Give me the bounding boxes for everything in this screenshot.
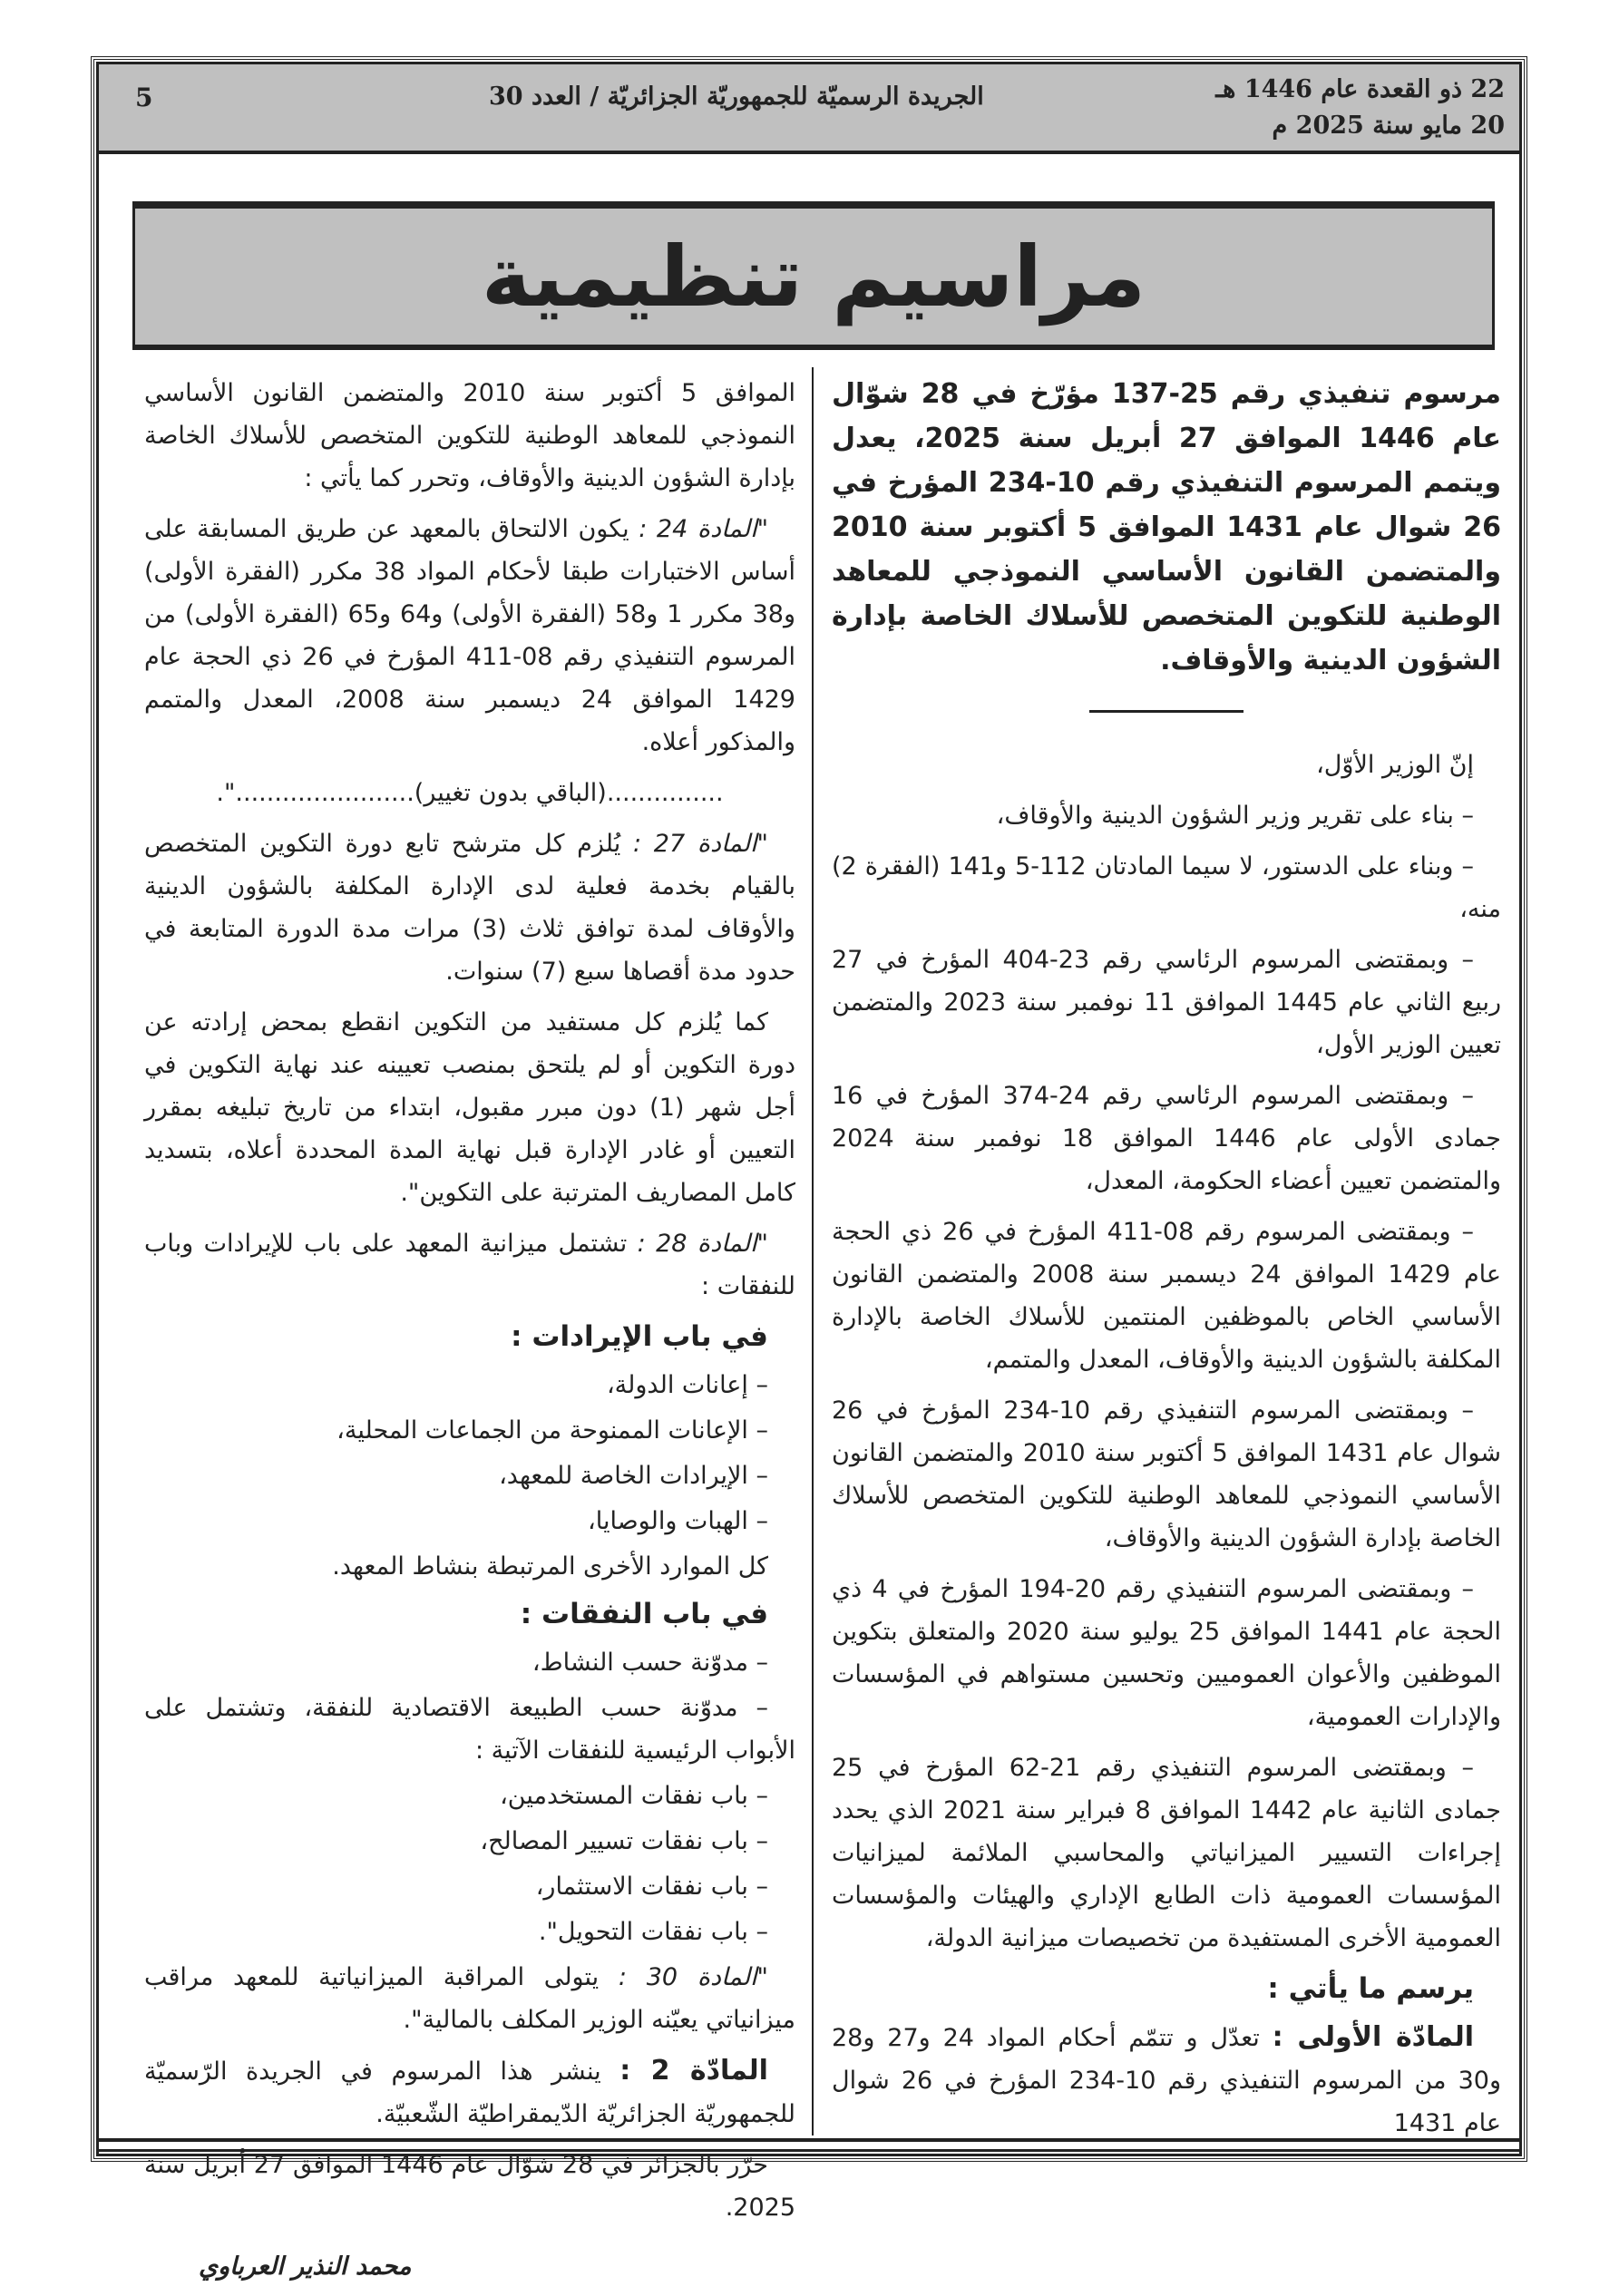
decree-title	[832, 372, 1501, 683]
article-28-text: تشتمل ميزانية المعهد على باب للإيرادات وباب للنفقات :	[144, 1230, 795, 1300]
unchanged-note: ...............(الباقي بدون تغيير).......................".	[216, 779, 724, 807]
revenue-heading: في باب الإيرادات :	[511, 1320, 768, 1353]
revenue-item: – الإيرادات الخاصة للمعهد،	[499, 1462, 768, 1490]
opening: إنّ الوزير الأوّل،	[1316, 751, 1474, 779]
revenue-item: – إعانات الدولة،	[606, 1371, 768, 1399]
visa: – بناء على تقرير وزير الشؤون الدينية والأوقاف،	[996, 802, 1474, 830]
hijri-date: 22 ذو القعدة عام 1446 هـ	[1215, 75, 1505, 103]
done-at: حرّر بالجزائر في 28 شوّال عام 1446 الموافق 27 أبريل سنة 2025.	[144, 2151, 795, 2222]
right-column	[832, 372, 1501, 2153]
article-27-text: يُلزم كل مترشح تابع دورة التكوين المتخصص بالقيام بخدمة فعلية لدى الإدارة المكلفة بالشؤون الدينية والأوقاف لمدة توافق ثلاث (3) مرات مدة الدورة المتابعة في حدود مدة أقصاها سبع (7) سنوات.	[144, 830, 795, 986]
header-dates	[1215, 72, 1505, 144]
visa: – وبمقتضى المرسوم التنفيذي رقم 10-234 المؤرخ في 26 شوال عام 1431 الموافق 5 أكتوبر سنة 2010 والمتضمن القانون الأساسي النموذجي للمعاهد الوطنية للتكوين المتخصص للأسلاك الخاصة بإدارة الشؤون الدينية والأوقاف،	[832, 1396, 1501, 1552]
publication-title: الجريدة الرسميّة للجمهوريّة الجزائريّة / العدد 30	[489, 83, 984, 111]
article-1-label: المادّة الأولى :	[1272, 2021, 1475, 2053]
expense-item: – باب نفقات التحويل".	[538, 1918, 768, 1946]
visa: – وبمقتضى المرسوم الرئاسي رقم 23-404 المؤرخ في 27 ربيع الثاني عام 1445 الموافق 11 نوفمبر سنة 2023 والمتضمن تعيين الوزير الأول،	[832, 946, 1501, 1059]
article-30-text: يتولى المراقبة الميزانياتية للمعهد مراقب ميزانياتي يعيّنه الوزير المكلف بالمالية".	[144, 1963, 795, 2034]
article-27	[144, 822, 795, 993]
decrees-heading: يرسم ما يأتي :	[1267, 1972, 1474, 2005]
page-number: 5	[135, 83, 153, 112]
article-2-text: ينشر هذا المرسوم في الجريدة الرّسميّة للجمهوريّة الجزائريّة الدّيمقراطيّة الشّعبيّة.	[144, 2058, 795, 2128]
title-separator	[1089, 710, 1244, 713]
revenue-item: كل الموارد الأخرى المرتبطة بنشاط المعهد.	[332, 1552, 768, 1581]
article-27-para2: كما يُلزم كل مستفيد من التكوين انقطع بمحض إرادته عن دورة التكوين أو لم يلتحق بمنصب تعيينه عند نهاية التكوين في أجل شهر (1) دون مبرر مقبول، ابتداء من تاريخ تبليغه بمقرر التعيين أو غادر الإدارة قبل نهاية المدة المحددة أعلاه، بتسديد كامل المصاريف المترتبة على التكوين".	[144, 1008, 795, 1207]
revenue-item: – الإعانات الممنوحة من الجماعات المحلية،	[336, 1416, 768, 1445]
decree-title-text: مرسوم تنفيذي رقم 25-137 مؤرّخ في 28 شوّال عام 1446 الموافق 27 أبريل سنة 2025، يعدل ويتمم المرسوم التنفيذي رقم 10-234 المؤرخ في 26 شوال عام 1431 الموافق 5 أكتوبر سنة 2010 والمتضمن القانون الأساسي النموذجي للمعاهد الوطنية للتكوين المتخصص للأسلاك الخاصة بإدارة الشؤون الدينية والأوقاف.	[832, 378, 1502, 676]
visa: – وبمقتضى المرسوم الرئاسي رقم 24-374 المؤرخ في 16 جمادى الأولى عام 1446 الموافق 18 نوفمبر سنة 2024 والمتضمن تعيين أعضاء الحكومة، المعدل،	[832, 1082, 1501, 1195]
visa: – وبمقتضى المرسوم رقم 08-411 المؤرخ في 26 ذي الحجة عام 1429 الموافق 24 ديسمبر سنة 2008 والمتضمن القانون الأساسي الخاص بالموظفين المنتمين للأسلاك الخاصة بالإدارة المكلفة بالشؤون الدينية والأوقاف، المعدل والمتمم،	[832, 1218, 1501, 1374]
article-24	[144, 508, 795, 764]
expense-item: – باب نفقات المستخدمين،	[500, 1782, 768, 1810]
article-24-label: "المادة 24 :	[639, 515, 768, 543]
article-28	[144, 1222, 795, 1308]
article-1-text: تعدّل و تتمّم أحكام المواد 24 و27 و28 و30 من المرسوم التنفيذي رقم 10-234 المؤرخ في 26 شوال عام 1431	[832, 2024, 1502, 2137]
section-title-box	[132, 201, 1495, 350]
revenue-item: – الهبات والوصايا،	[588, 1507, 768, 1535]
signatory: محمد النذير العرباوي	[199, 2252, 412, 2281]
visa: – وبمقتضى المرسوم التنفيذي رقم 20-194 المؤرخ في 4 ذي الحجة عام 1441 الموافق 25 يوليو سنة 2020 والمتعلق بتكوين الموظفين والأعوان العموميين وتحسين مستواهم في المؤسسات والإدارات العمومية،	[832, 1575, 1501, 1731]
article-30	[144, 1956, 795, 2041]
article-2	[144, 2049, 795, 2135]
section-title: مراسيم تنظيمية	[481, 228, 1146, 326]
visa: – وبناء على الدستور، لا سيما المادتان 112-5 و141 (الفقرة 2) منه،	[832, 852, 1501, 923]
expense-heading: في باب النفقات :	[520, 1598, 768, 1630]
expense-item: – مدوّنة حسب الطبيعة الاقتصادية للنفقة، وتشتمل على الأبواب الرئيسية للنفقات الآتية :	[144, 1694, 795, 1765]
left-column	[144, 372, 795, 2296]
article-24-text: يكون الالتحاق بالمعهد عن طريق المسابقة على أساس الاختبارات طبقا لأحكام المواد 38 مكرر (الفقرة الأولى) و38 مكرر 1 و58 (الفقرة الأولى) و64 و65 (الفقرة الأولى) من المرسوم التنفيذي رقم 08-411 المؤرخ في 26 ذي الحجة عام 1429 الموافق 24 ديسمبر سنة 2008، المعدل والمتمم والمذكور أعلاه.	[144, 515, 795, 756]
expense-item: – مدوّنة حسب النشاط،	[532, 1649, 768, 1677]
continuation: الموافق 5 أكتوبر سنة 2010 والمتضمن القانون الأساسي النموذجي للمعاهد الوطنية للتكوين المتخصص للأسلاك الخاصة بإدارة الشؤون الدينية والأوقاف، وتحرر كما يأتي :	[144, 379, 795, 492]
gazette-header	[99, 64, 1519, 154]
article-2-label: المادّة 2 :	[619, 2055, 768, 2087]
gregorian-date: 20 مايو سنة 2025 م	[1272, 112, 1505, 140]
article-28-label: "المادة 28 :	[637, 1230, 768, 1258]
expense-item: – باب نفقات تسيير المصالح،	[480, 1827, 768, 1855]
column-divider	[812, 367, 814, 2135]
article-30-label: "المادة 30 :	[618, 1963, 768, 1991]
article-27-label: "المادة 27 :	[632, 830, 768, 858]
article-1	[832, 2016, 1501, 2145]
expense-item: – باب نفقات الاستثمار،	[535, 1873, 768, 1901]
visa: – وبمقتضى المرسوم التنفيذي رقم 21-62 المؤرخ في 25 جمادى الثانية عام 1442 الموافق 8 فبراير سنة 2021 الذي يحدد إجراءات التسيير الميزانياتي والمحاسبي الملائمة لميزانيات المؤسسات العمومية ذات الطابع الإداري والهيئات والمؤسسات العمومية الأخرى المستفيدة من تخصيصات ميزانية الدولة،	[832, 1754, 1501, 1952]
bottom-rule	[96, 2138, 1522, 2152]
